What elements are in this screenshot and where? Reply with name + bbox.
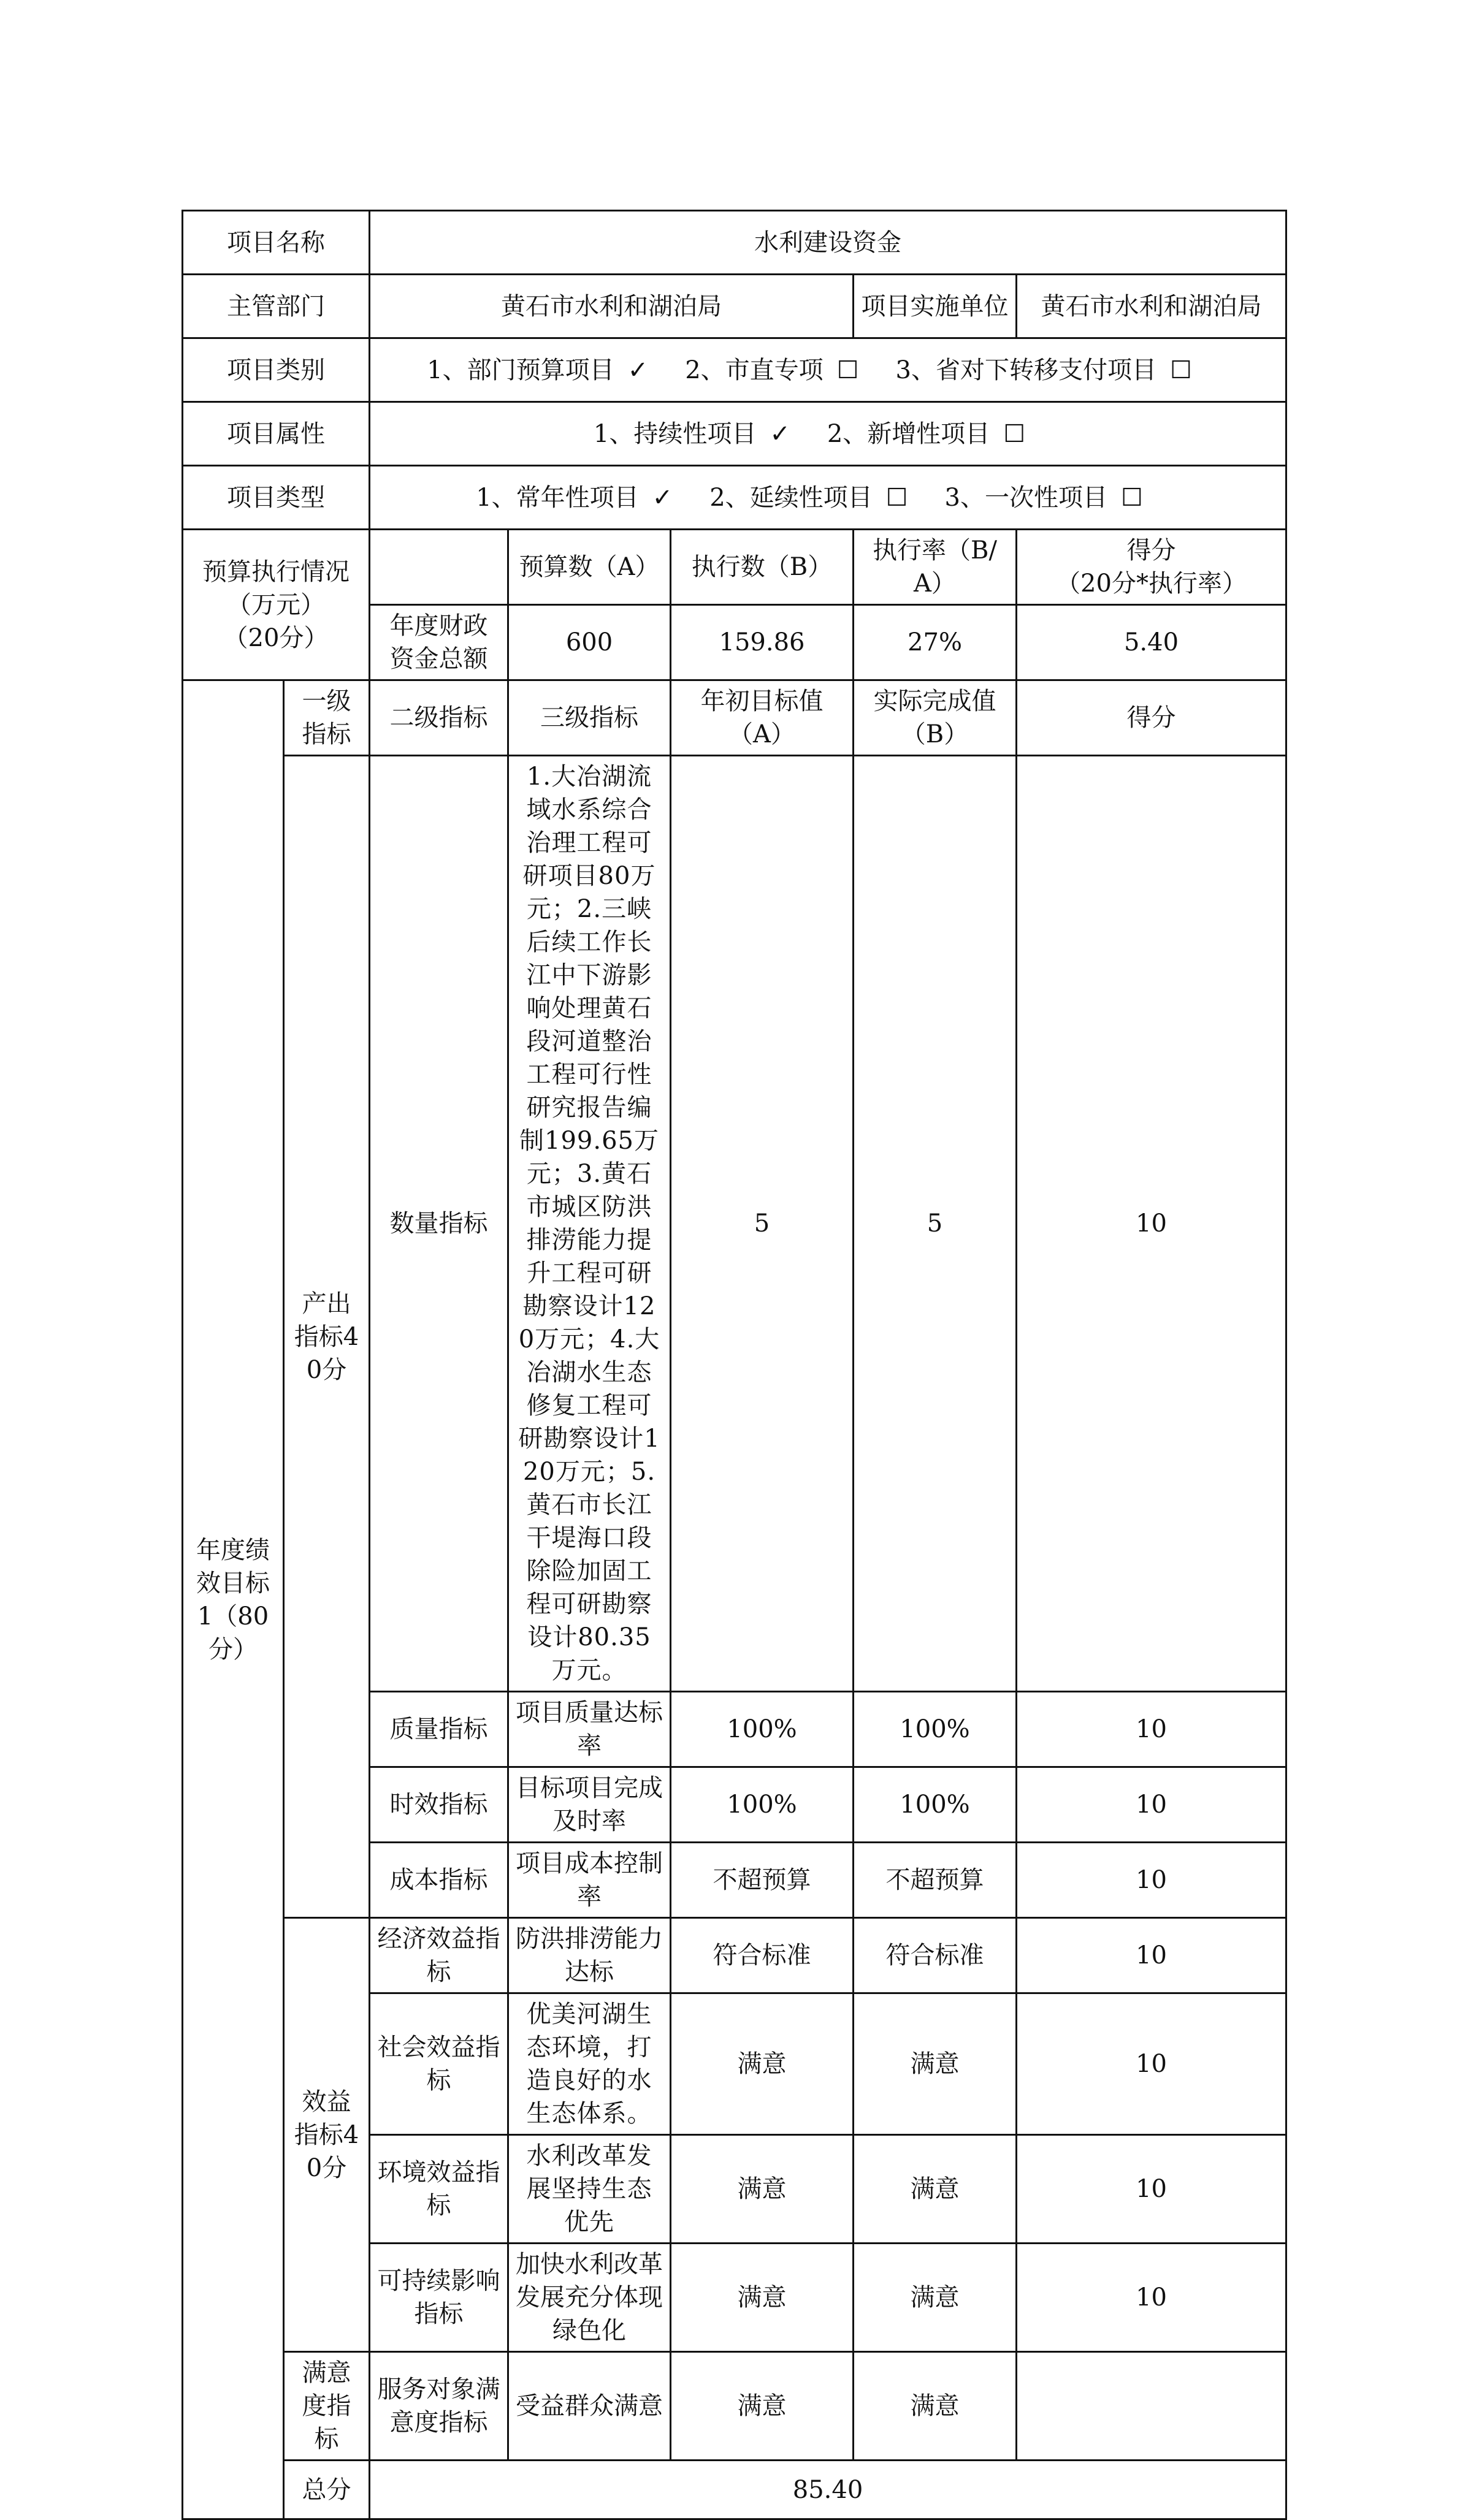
actual-value: 不超预算 [854, 1843, 1017, 1918]
indicator-score: 10 [1017, 1692, 1286, 1767]
target-value: 满意 [671, 2135, 854, 2244]
indicator-score [1017, 2352, 1286, 2461]
level3-indicator: 项目质量达标率 [508, 1692, 671, 1767]
category-option-1: 1、部门预算项目 ✓ [427, 354, 668, 387]
row-project-type [183, 466, 1286, 530]
indicator-score: 10 [1017, 1918, 1286, 1993]
execution-rate-header: 执行率（B/A） [854, 530, 1017, 605]
actual-value: 5 [854, 756, 1017, 1692]
project-name-label: 项目名称 [183, 211, 370, 275]
check-icon: ✓ [627, 356, 649, 384]
actual-value: 100% [854, 1692, 1017, 1767]
level3-indicator: 加快水利改革发展充分体现绿色化 [508, 2244, 671, 2352]
type-option-2: 2、延续性项目 ☐ [709, 481, 927, 514]
budget-score-header: 得分 （20分*执行率） [1017, 530, 1286, 605]
level2-indicator: 环境效益指标 [370, 2135, 508, 2244]
budget-amount-header: 预算数（A） [508, 530, 671, 605]
type-label: 项目类型 [183, 466, 370, 530]
attribute-option-1: 1、持续性项目 ✓ [594, 417, 810, 451]
actual-value: 满意 [854, 2244, 1017, 2352]
target-value: 满意 [671, 1993, 854, 2135]
row-total [183, 2461, 1286, 2519]
execution-rate-value: 27% [854, 605, 1017, 680]
target-value: 满意 [671, 2352, 854, 2461]
annual-performance-goal-label: 年度绩效目标1（80分） [183, 680, 284, 2519]
check-icon: ✓ [770, 419, 790, 448]
level3-indicator: 项目成本控制率 [508, 1843, 671, 1918]
target-value: 符合标准 [671, 1918, 854, 1993]
actual-value: 满意 [854, 2135, 1017, 2244]
implementing-unit-label: 项目实施单位 [854, 275, 1017, 338]
category-option-2: 2、市直专项 ☐ [685, 354, 878, 387]
budget-amount-value: 600 [508, 605, 671, 680]
total-score-value: 85.40 [370, 2461, 1286, 2519]
level3-indicator: 防洪排涝能力达标 [508, 1918, 671, 1993]
level2-indicator: 社会效益指标 [370, 1993, 508, 2135]
target-value: 100% [671, 1767, 854, 1843]
table-row [183, 2352, 1286, 2461]
implementing-unit-value: 黄石市水利和湖泊局 [1017, 275, 1286, 338]
target-value: 5 [671, 756, 854, 1692]
indicator-score: 10 [1017, 1993, 1286, 2135]
budget-blank-cell [370, 530, 508, 605]
attribute-option-2: 2、新增性项目 ☐ [827, 417, 1045, 451]
level2-indicator: 数量指标 [370, 756, 508, 1692]
level2-indicator: 时效指标 [370, 1767, 508, 1843]
category-options [370, 338, 1286, 402]
row-project-category [183, 338, 1286, 402]
target-value-header: 年初目标值 （A） [671, 680, 854, 756]
level3-indicator-header: 三级指标 [508, 680, 671, 756]
checkbox-empty-icon: ☐ [1169, 356, 1192, 384]
department-label: 主管部门 [183, 275, 370, 338]
actual-value: 100% [854, 1767, 1017, 1843]
row-project-name [183, 211, 1286, 275]
row-project-attribute [183, 402, 1286, 466]
row-budget-header [183, 530, 1286, 605]
performance-evaluation-table [182, 210, 1287, 2520]
level2-indicator: 可持续影响指标 [370, 2244, 508, 2352]
row-department [183, 275, 1286, 338]
benefit-indicator-label: 效益指标40分 [284, 1918, 370, 2352]
indicator-score: 10 [1017, 1767, 1286, 1843]
satisfaction-indicator-label: 满意度指标 [284, 2352, 370, 2461]
table-row [183, 756, 1286, 1692]
actual-value: 满意 [854, 2352, 1017, 2461]
level3-indicator: 受益群众满意 [508, 2352, 671, 2461]
total-score-label: 总分 [284, 2461, 370, 2519]
checkbox-empty-icon: ☐ [885, 483, 908, 512]
indicator-score: 10 [1017, 756, 1286, 1692]
actual-value-header: 实际完成值 （B） [854, 680, 1017, 756]
level3-indicator: 水利改革发展坚持生态优先 [508, 2135, 671, 2244]
output-indicator-label: 产出指标40分 [284, 756, 370, 1918]
actual-value: 符合标准 [854, 1918, 1017, 1993]
row-indicator-header [183, 680, 1286, 756]
level2-indicator: 服务对象满意度指标 [370, 2352, 508, 2461]
type-option-1: 1、常年性项目 ✓ [476, 481, 692, 514]
checkbox-empty-icon: ☐ [1120, 483, 1143, 512]
indicator-score: 10 [1017, 2244, 1286, 2352]
department-value: 黄石市水利和湖泊局 [370, 275, 854, 338]
execution-amount-header: 执行数（B） [671, 530, 854, 605]
project-name-value: 水利建设资金 [370, 211, 1286, 275]
checkbox-empty-icon: ☐ [836, 356, 859, 384]
indicator-score-header: 得分 [1017, 680, 1286, 756]
level3-indicator: 目标项目完成及时率 [508, 1767, 671, 1843]
level2-indicator: 质量指标 [370, 1692, 508, 1767]
execution-amount-value: 159.86 [671, 605, 854, 680]
annual-fiscal-total-label: 年度财政 资金总额 [370, 605, 508, 680]
category-option-3: 3、省对下转移支付项目 ☐ [896, 354, 1212, 387]
category-label: 项目类别 [183, 338, 370, 402]
target-value: 100% [671, 1692, 854, 1767]
level2-indicator: 经济效益指标 [370, 1918, 508, 1993]
indicator-score: 10 [1017, 2135, 1286, 2244]
attribute-options [370, 402, 1286, 466]
budget-execution-label: 预算执行情况 （万元） （20分） [183, 530, 370, 680]
level3-indicator: 1.大冶湖流域水系综合治理工程可研项目80万元；2.三峡后续工作长江中下游影响处理黄石段河道整治工程可行性研究报告编制199.65万元；3.黄石市城区防洪排涝能力提升工程可研勘察设计120万元；4.大冶湖水生态修复工程可研勘察设计120万元；5.黄石市长江干堤海口段除险加固工程可研勘察设计80.35万元。 [508, 756, 671, 1692]
checkbox-empty-icon: ☐ [1003, 419, 1026, 448]
type-option-3: 3、一次性项目 ☐ [945, 481, 1163, 514]
level3-indicator: 优美河湖生态环境，打造良好的水生态体系。 [508, 1993, 671, 2135]
level1-indicator-header: 一级指标 [284, 680, 370, 756]
level2-indicator-header: 二级指标 [370, 680, 508, 756]
budget-score-value: 5.40 [1017, 605, 1286, 680]
check-icon: ✓ [652, 483, 673, 512]
table-row [183, 1918, 1286, 1993]
type-options [370, 466, 1286, 530]
actual-value: 满意 [854, 1993, 1017, 2135]
attribute-label: 项目属性 [183, 402, 370, 466]
target-value: 不超预算 [671, 1843, 854, 1918]
indicator-score: 10 [1017, 1843, 1286, 1918]
target-value: 满意 [671, 2244, 854, 2352]
level2-indicator: 成本指标 [370, 1843, 508, 1918]
